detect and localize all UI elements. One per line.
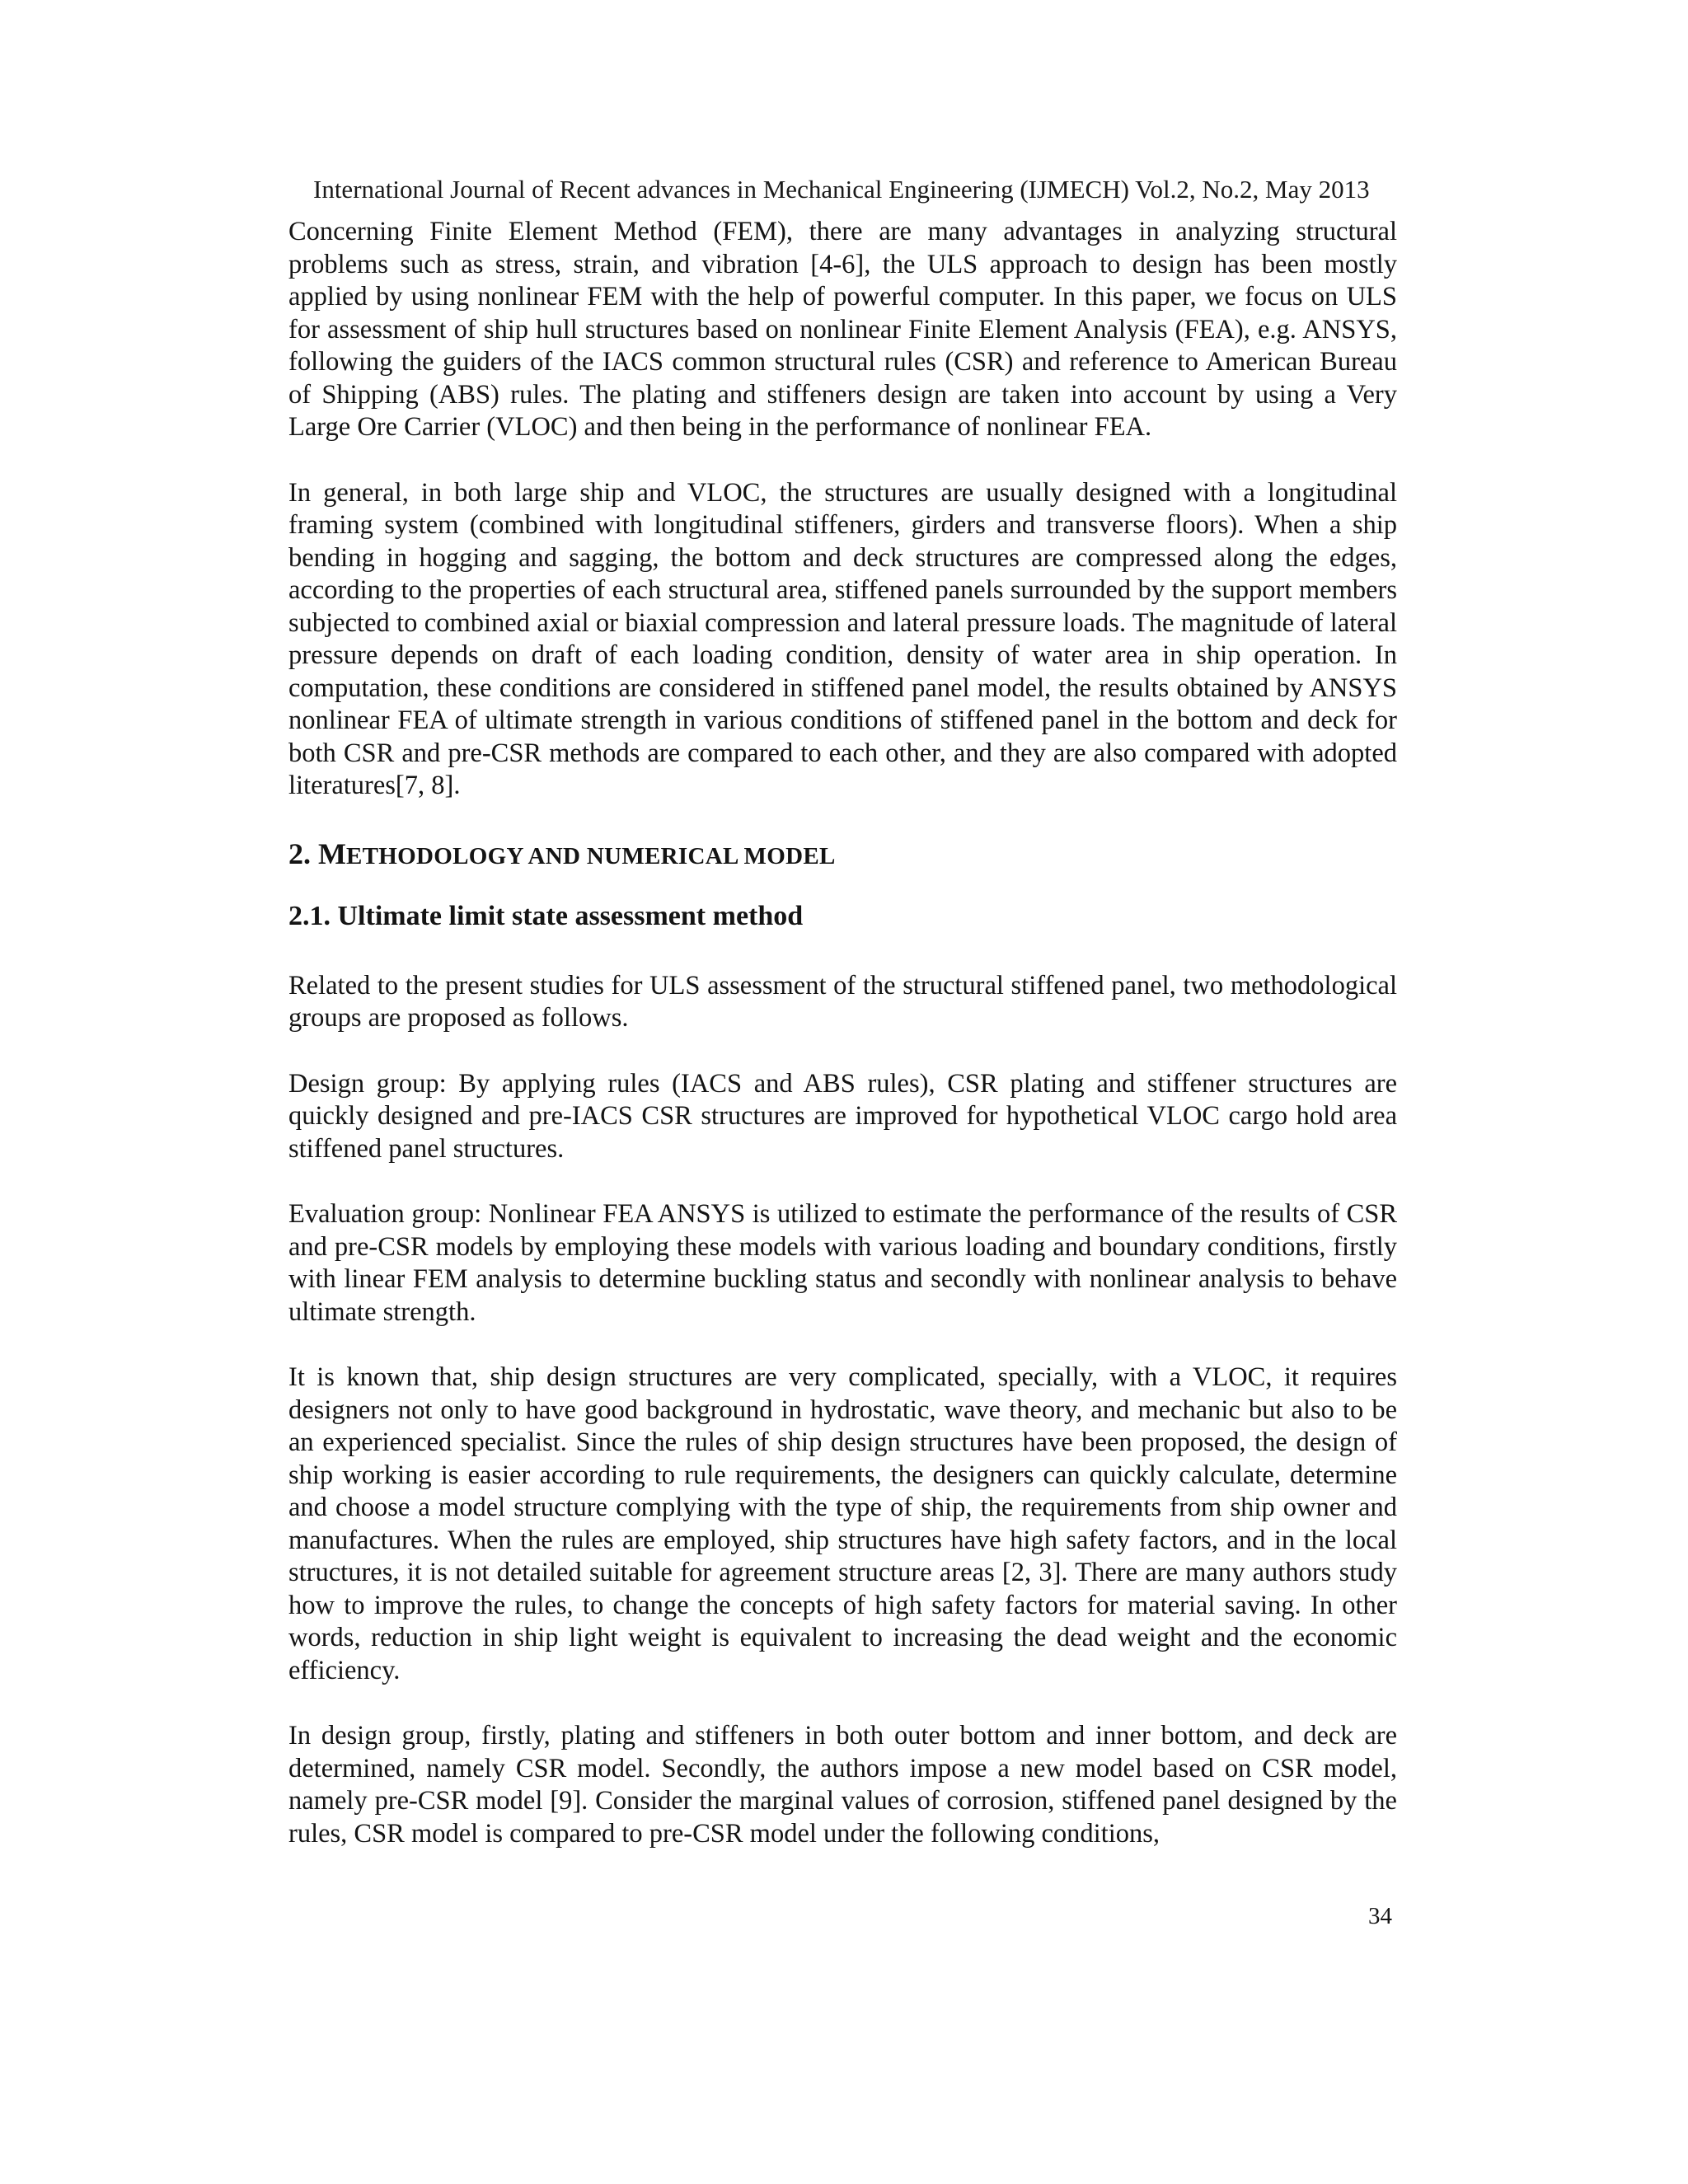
paragraph-intro-framing: In general, in both large ship and VLOC, the structures are usually designed with a longitudinal framing system (combined with longitudinal stiffeners, girders and transverse floors). When a ship bending in hogging and sagging, the bottom and deck structures are compressed along the edges, according to the properties of each structural area, stiffened panels surrounded by the support members subjected to combined axial or biaxial compression and lateral pressure loads. The magnitude of lateral pressure depends on draft of each loading condition, density of water area in ship operation. In computation, these conditions are considered in stiffened panel model, the results obtained by ANSYS nonlinear FEA of ultimate strength in various conditions of stiffened panel in the bottom and deck for both CSR and pre-CSR methods are compared to each other, and they are also compared with adopted literatures[7, 8]. [288, 477, 1397, 800]
paragraph-methodological-groups: Related to the present studies for ULS assessment of the structural stiffened panel, two methodological groups are proposed as follows. [288, 970, 1397, 1033]
section-heading [288, 836, 1397, 874]
paragraph-evaluation-group: Evaluation group: Nonlinear FEA ANSYS is utilized to estimate the performance of the results of CSR and pre-CSR models by employing these models with various loading and boundary conditions, firstly with linear FEM analysis to determine buckling status and secondly with nonlinear analysis to behave ultimate strength. [288, 1199, 1397, 1327]
section-title-rest: ETHODOLOGY AND NUMERICAL MODEL [345, 842, 836, 869]
paragraph-intro-fem: Concerning Finite Element Method (FEM), there are many advantages in analyzing structural problems such as stress, strain, and vibration [4-6], the ULS approach to design has been mostly applied by using nonlinear FEM with the help of powerful computer. In this paper, we focus on ULS for assessment of ship hull structures based on nonlinear Finite Element Analysis (FEA), e.g. ANSYS, following the guiders of the IACS common structural rules (CSR) and reference to American Bureau of Shipping (ABS) rules. The plating and stiffeners design are taken into account by using a Very Large Ore Carrier (VLOC) and then being in the performance of nonlinear FEA. [288, 217, 1397, 442]
running-header: International Journal of Recent advances in Mechanical Engineering (IJMECH) Vol.2, No.2, May 2013 [313, 175, 1370, 204]
paragraph-ship-design-rules: It is known that, ship design structures are very complicated, specially, with a VLOC, it requires designers not only to have good background in hydrostatic, wave theory, and mechanic but also to be an experienced specialist. Since the rules of ship design structures have been proposed, the design of ship working is easier according to rule requirements, the designers can quickly calculate, determine and choose a model structure complying with the type of ship, the requirements from ship owner and manufactures. When the rules are employed, ship structures have high safety factors, and in the local structures, it is not detailed suitable for agreement structure areas [2, 3]. There are many authors study how to improve the rules, to change the concepts of high safety factors for material saving. In other words, reduction in ship light weight is equivalent to increasing the dead weight and the economic efficiency. [288, 1362, 1397, 1685]
subsection-heading: 2.1. Ultimate limit state assessment method [288, 900, 804, 931]
section-title-initial: M [318, 837, 346, 870]
section-number: 2. [288, 837, 318, 870]
page-number: 34 [1368, 1903, 1392, 1929]
paragraph-design-group: Design group: By applying rules (IACS and ABS rules), CSR plating and stiffener structures are quickly designed and pre-IACS CSR structures are improved for hypothetical VLOC cargo hold area stiffened panel structures. [288, 1068, 1397, 1164]
paragraph-design-group-models: In design group, firstly, plating and stiffeners in both outer bottom and inner bottom, and deck are determined, namely CSR model. Secondly, the authors impose a new model based on CSR model, namely pre-CSR model [9]. Consider the marginal values of corrosion, stiffened panel designed by the rules, CSR model is compared to pre-CSR model under the following conditions, [288, 1721, 1397, 1849]
main-content [288, 216, 1397, 1883]
